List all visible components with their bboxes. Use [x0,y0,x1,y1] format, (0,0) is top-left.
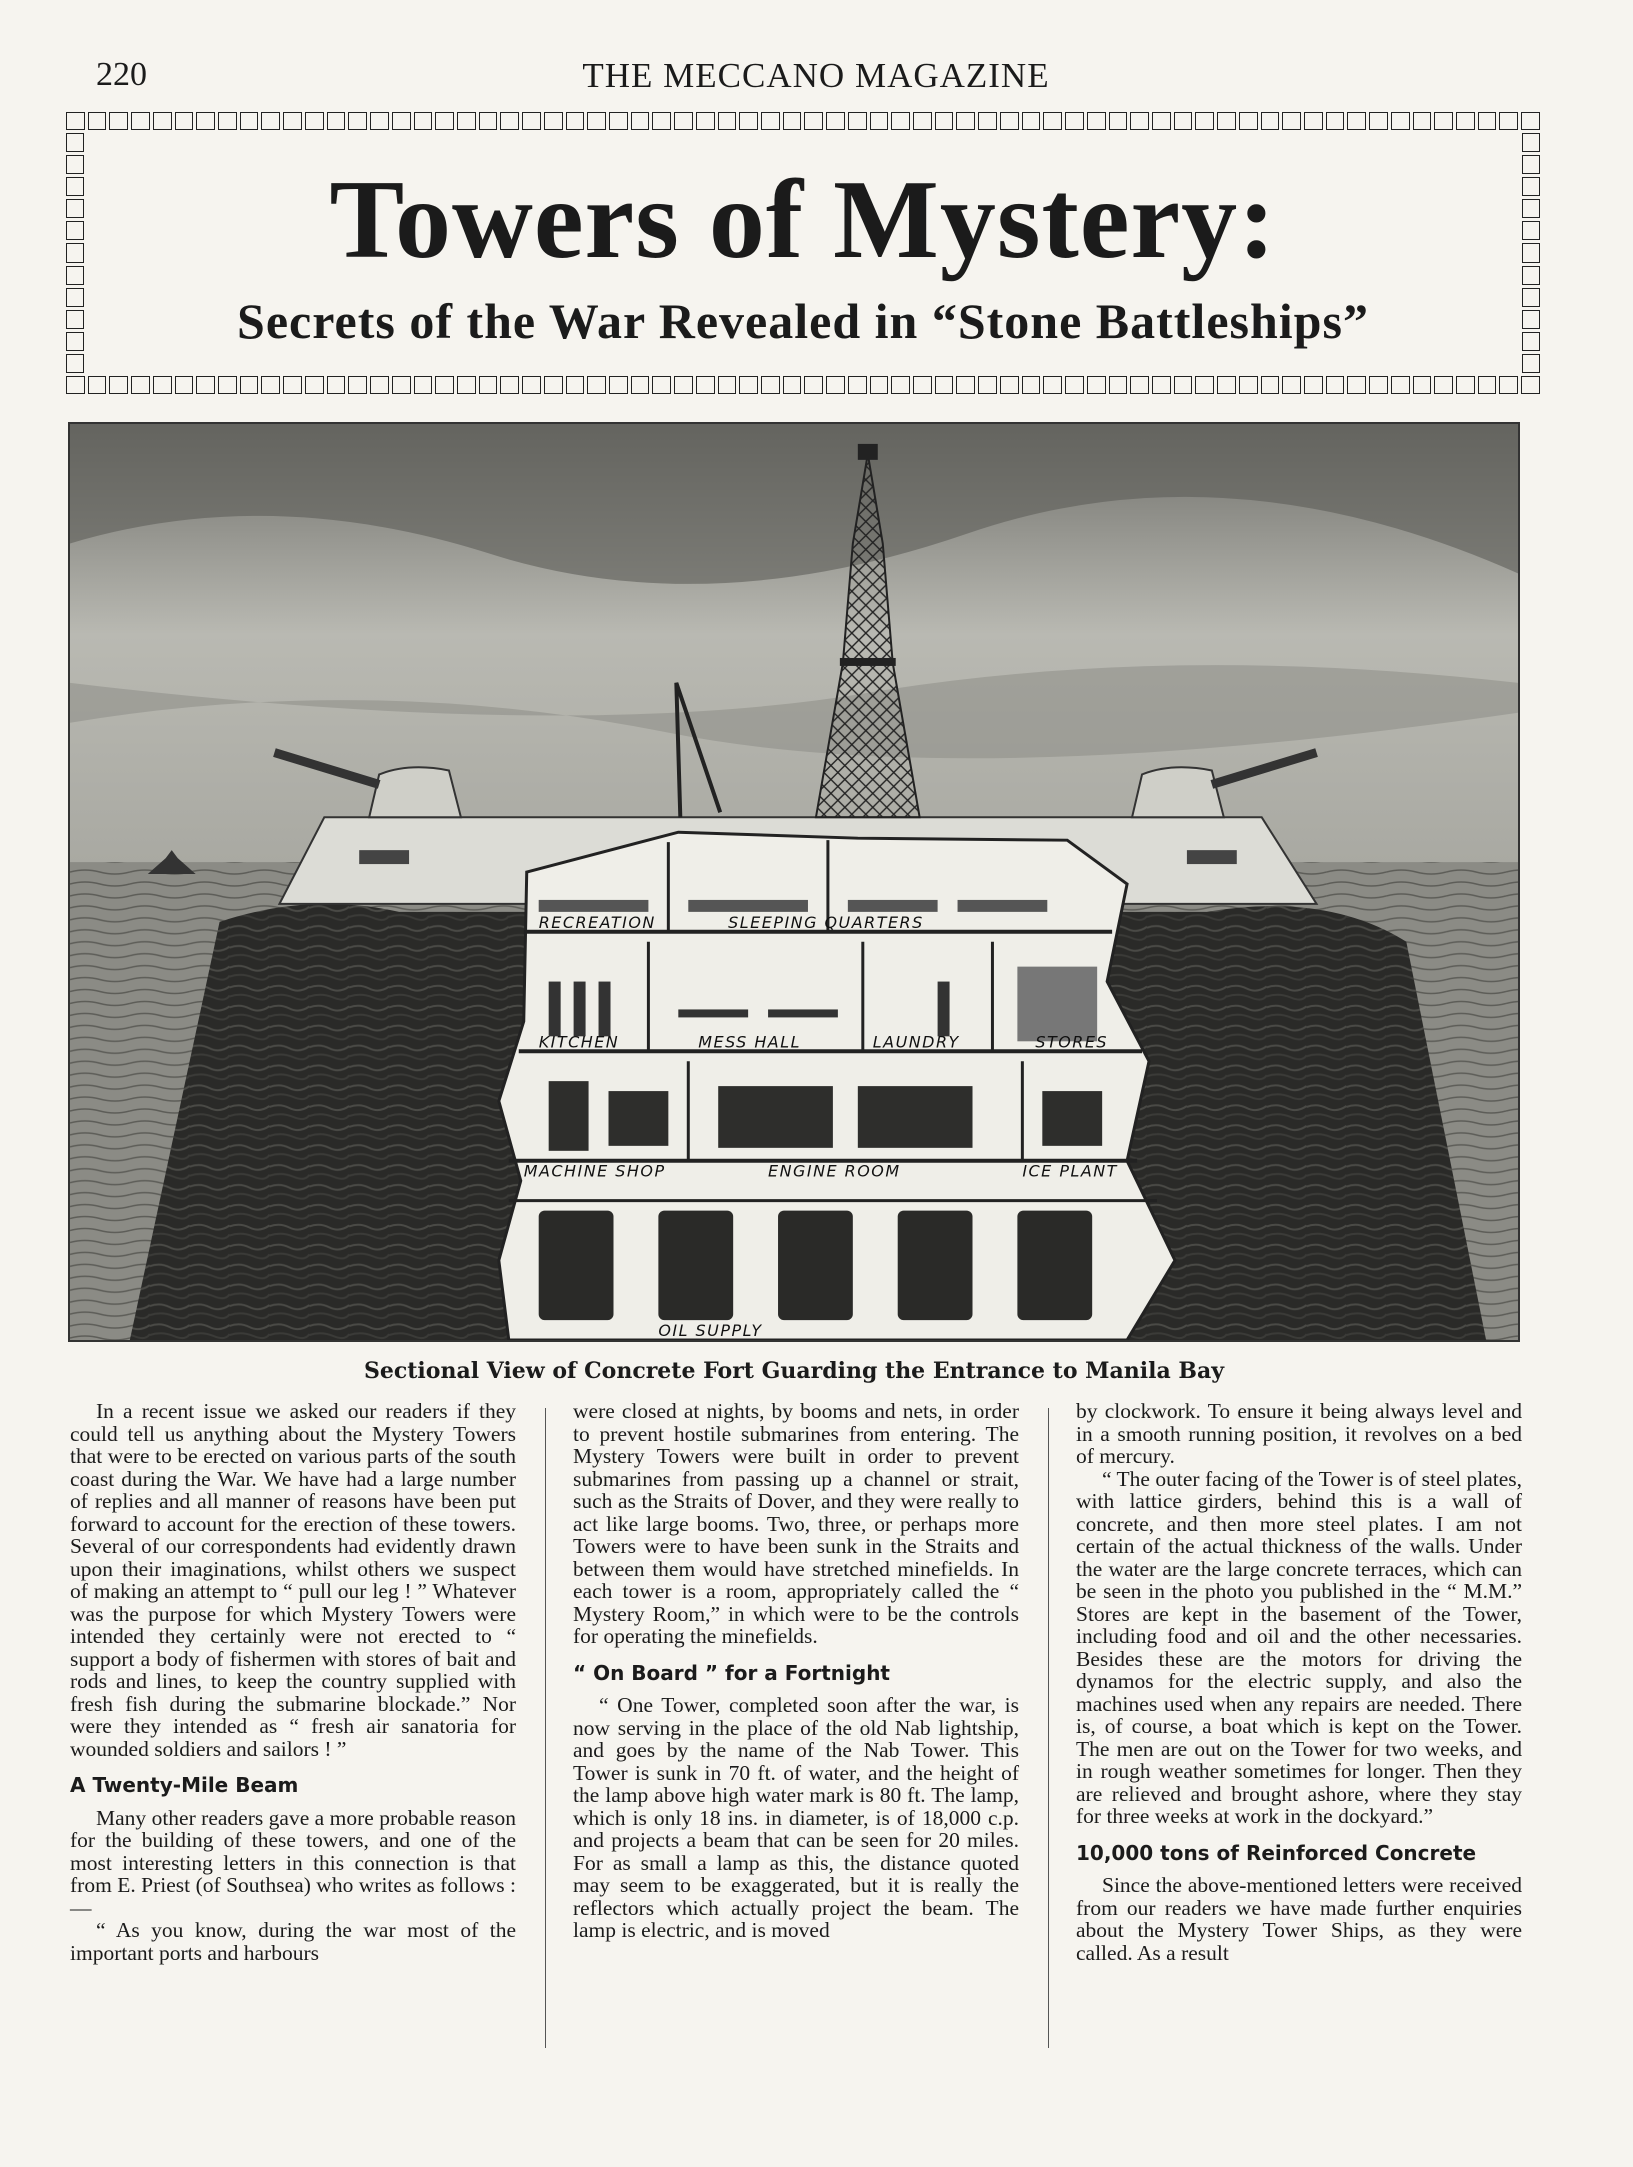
title-box [66,112,1540,394]
border-square [1043,376,1062,394]
border-square [1239,376,1258,394]
magazine-name: THE MECCANO MAGAZINE [582,56,1050,95]
paragraph: “ As you know, during the war most of the important ports and harbours [70,1918,516,1965]
border-square [1521,376,1540,394]
border-square [783,376,802,394]
label-engine-room: ENGINE ROOM [768,1161,901,1181]
border-square [804,112,823,130]
border-square [1152,376,1171,394]
border-square [1043,112,1062,130]
border-square [1282,112,1301,130]
border-square [1261,112,1280,130]
border-square [761,376,780,394]
border-square [305,376,324,394]
border-square [870,376,889,394]
border-square [261,112,280,130]
subheading: 10,000 tons of Reinforced Concrete [1076,1840,1477,1865]
border-square [1369,376,1388,394]
border-square [414,376,433,394]
column-3 [1076,1400,1522,1964]
border-square [1087,376,1106,394]
border-square [1065,112,1084,130]
label-ice-plant: ICE PLANT [1022,1161,1118,1181]
border-square [500,376,519,394]
column-rule [545,1408,546,2048]
border-square [544,112,563,130]
border-square [1326,112,1345,130]
border-square [283,376,302,394]
border-square [1304,112,1323,130]
article-subtitle: Secrets of the War Revealed in “Stone Battleships” [237,293,1369,349]
border-square [1239,112,1258,130]
border-square [327,112,346,130]
label-recreation: RECREATION [538,912,656,932]
border-square [1456,376,1475,394]
border-square [435,376,454,394]
border-square [240,112,259,130]
border-square [1499,376,1518,394]
border-square [826,376,845,394]
border-square [696,112,715,130]
label-sleeping-quarters: SLEEPING QUARTERS [728,912,924,932]
border-square [218,112,237,130]
border-square [631,376,650,394]
border-square [718,376,737,394]
border-square [566,112,585,130]
paragraph: Many other readers gave a more probable reason for the building of these towers, and one of the most interesting letters in this connection is that from E. Priest (of Southsea) who writes as follows :— [70,1805,516,1920]
border-square [370,376,389,394]
label-laundry: LAUNDRY [872,1032,960,1052]
border-square [66,376,85,394]
border-square [1174,112,1193,130]
border-square [1413,112,1432,130]
border-square [435,112,454,130]
border-square [587,376,606,394]
border-square [891,376,910,394]
border-square [1478,112,1497,130]
border-square [804,376,823,394]
label-oil-supply: OIL SUPPLY [658,1321,763,1340]
figure-caption: Sectional View of Concrete Fort Guarding the Entrance to Manila Bay [363,1358,1225,1384]
border-square [1413,376,1432,394]
left-side-gun [359,850,409,864]
page-number: 220 [96,56,147,93]
border-square [1000,376,1019,394]
border-square [696,376,715,394]
right-side-gun [1187,850,1237,864]
border-square [66,112,85,130]
border-square [131,112,150,130]
border-square [587,112,606,130]
column-2 [573,1400,1019,1942]
column-rule [1048,1408,1049,2048]
border-square [261,376,280,394]
sectional-illustration [68,422,1520,1342]
paragraph: Since the above-mentioned letters were received from our readers we have made further enquiries about the Mystery Tower Ships, as they were called. As a result [1076,1873,1522,1965]
border-square [826,112,845,130]
border-square [1022,112,1041,130]
border-square [718,112,737,130]
border-square [348,112,367,130]
border-square [153,376,172,394]
paragraph: were closed at nights, by booms and nets, in order to prevent hostile submarines from entering. The Mystery Towers were built in order to prevent submarines from passing up a channel or strait, such as the Straits of Dover, and they were really to act like large booms. Two, three, or perhaps more Towers were to have been sunk in the Straits and between them would have stretched minefields. In each tower is a room, appropriately called the “ Mystery Room,” in which were to be the controls for operating the minefields. [573,1399,1019,1648]
border-square [652,376,671,394]
border-square [1347,112,1366,130]
border-square [609,112,628,130]
border-square [1522,354,1540,373]
border-square [283,112,302,130]
border-square [1369,112,1388,130]
label-kitchen: KITCHEN [538,1032,620,1052]
border-square [913,376,932,394]
border-square [956,112,975,130]
border-square [175,376,194,394]
border-square [305,112,324,130]
border-square [1000,112,1019,130]
border-square [674,112,693,130]
border-square [66,354,84,373]
border-square [1152,112,1171,130]
border-square [109,112,128,130]
border-square [978,376,997,394]
border-square [1109,376,1128,394]
border-square [1130,376,1149,394]
border-square [1326,376,1345,394]
border-square [1347,376,1366,394]
running-header [96,56,1536,100]
border-square [457,376,476,394]
left-gun-turret [369,767,461,817]
border-square [240,376,259,394]
border-square [1434,112,1453,130]
border-square [652,112,671,130]
label-mess-hall: MESS HALL [698,1032,802,1052]
border-square [544,376,563,394]
border-square [348,376,367,394]
border-square [457,112,476,130]
paragraph: In a recent issue we asked our readers if they could tell us anything about the Mystery Towers that were to be erected on various parts of the south coast during the War. We have had a large number of replies and all manner of reasons have been put forward to account for the erection of these towers. Several of our correspondents had evidently drawn upon their imaginations, whilst others we suspect of making an attempt to “ pull our leg ! ” Whatever was the purpose for which Mystery Towers were intended they certainly were not erected to “ support a body of fishermen with stores of bait and rods and lines, to keep the country supplied with fresh fish during the submarine blockade.” Nor were they intended as “ fresh air sanatoria for wounded soldiers and sailors ! ” [70,1399,516,1761]
title-border-top [66,112,1540,130]
border-square [196,112,215,130]
border-square [1391,376,1410,394]
border-square [935,376,954,394]
border-square [1304,376,1323,394]
column-1 [70,1400,516,1964]
border-square [392,376,411,394]
border-square [1217,112,1236,130]
border-square [1130,112,1149,130]
border-square [88,376,107,394]
border-square [891,112,910,130]
border-square [153,112,172,130]
border-square [761,112,780,130]
border-square [1456,112,1475,130]
border-square [1195,376,1214,394]
border-square [739,112,758,130]
fort-cutaway-drawing [70,424,1518,1340]
border-square [109,376,128,394]
border-square [392,112,411,130]
border-square [479,112,498,130]
border-square [1478,376,1497,394]
article-body [70,1400,1522,2100]
border-square [978,112,997,130]
border-square [1109,112,1128,130]
border-square [1065,376,1084,394]
border-square [848,112,867,130]
border-square [674,376,693,394]
paragraph: “ One Tower, completed soon after the war, is now serving in the place of the old Nab lightship, and goes by the name of the Nab Tower. This Tower is sunk in 70 ft. of water, and the height of the lamp above high water mark is 80 ft. The lamp, which is only 18 ins. in diameter, is of 18,000 c.p. and projects a beam that can be seen for 20 miles. For as small a lamp as this, the distance quoted may seem to be exaggerated, but it is really the reflectors which actually project the beam. The lamp is electric, and is moved [573,1693,1019,1942]
border-square [913,112,932,130]
border-square [1174,376,1193,394]
border-square [131,376,150,394]
border-square [1282,376,1301,394]
border-square [1195,112,1214,130]
paragraph: “ The outer facing of the Tower is of steel plates, with lattice girders, behind this is a wall of concrete, and then more steel plates. I am not certain of the actual thickness of the walls. Under the water are the large concrete terraces, which can be seen in the photo you published in the “ M.M.” Stores are kept in the basement of the Tower, including food and oil and the other necessaries. Besides these are the motors for driving the dynamos for the electric supply, and also the machines used when any repairs are needed. There is, of course, a boat which is kept on the Tower. The men are out on the Tower for two weeks, and in rough weather sometimes for longer. Then they are relieved and brought ashore, where they stay for three weeks at work in the dockyard.” [1076,1466,1522,1828]
border-square [370,112,389,130]
border-square [609,376,628,394]
title-border-bottom [66,376,1540,394]
border-square [218,376,237,394]
border-square [1261,376,1280,394]
border-square [956,376,975,394]
border-square [783,112,802,130]
border-square [479,376,498,394]
paragraph: by clockwork. To ensure it being always level and in a smooth running position, it revolves on a bed of mercury. [1076,1399,1522,1468]
border-square [1499,112,1518,130]
border-square [1521,112,1540,130]
border-square [500,112,519,130]
border-square [631,112,650,130]
subheading: A Twenty-Mile Beam [70,1773,299,1797]
border-square [1391,112,1410,130]
border-square [739,376,758,394]
label-machine-shop: MACHINE SHOP [523,1161,666,1181]
label-stores: STORES [1035,1032,1109,1052]
border-square [66,133,84,152]
border-square [1022,376,1041,394]
border-square [196,376,215,394]
border-square [870,112,889,130]
border-square [522,376,541,394]
subheading: “ On Board ” for a Fortnight [573,1660,890,1685]
article-title: Towers of Mystery: [329,158,1277,282]
border-square [327,376,346,394]
border-square [522,112,541,130]
border-square [1522,133,1540,152]
right-gun-turret [1132,767,1224,817]
border-square [935,112,954,130]
border-square [1087,112,1106,130]
border-square [414,112,433,130]
border-square [848,376,867,394]
border-square [1434,376,1453,394]
border-square [88,112,107,130]
border-square [1217,376,1236,394]
border-square [566,376,585,394]
border-square [175,112,194,130]
